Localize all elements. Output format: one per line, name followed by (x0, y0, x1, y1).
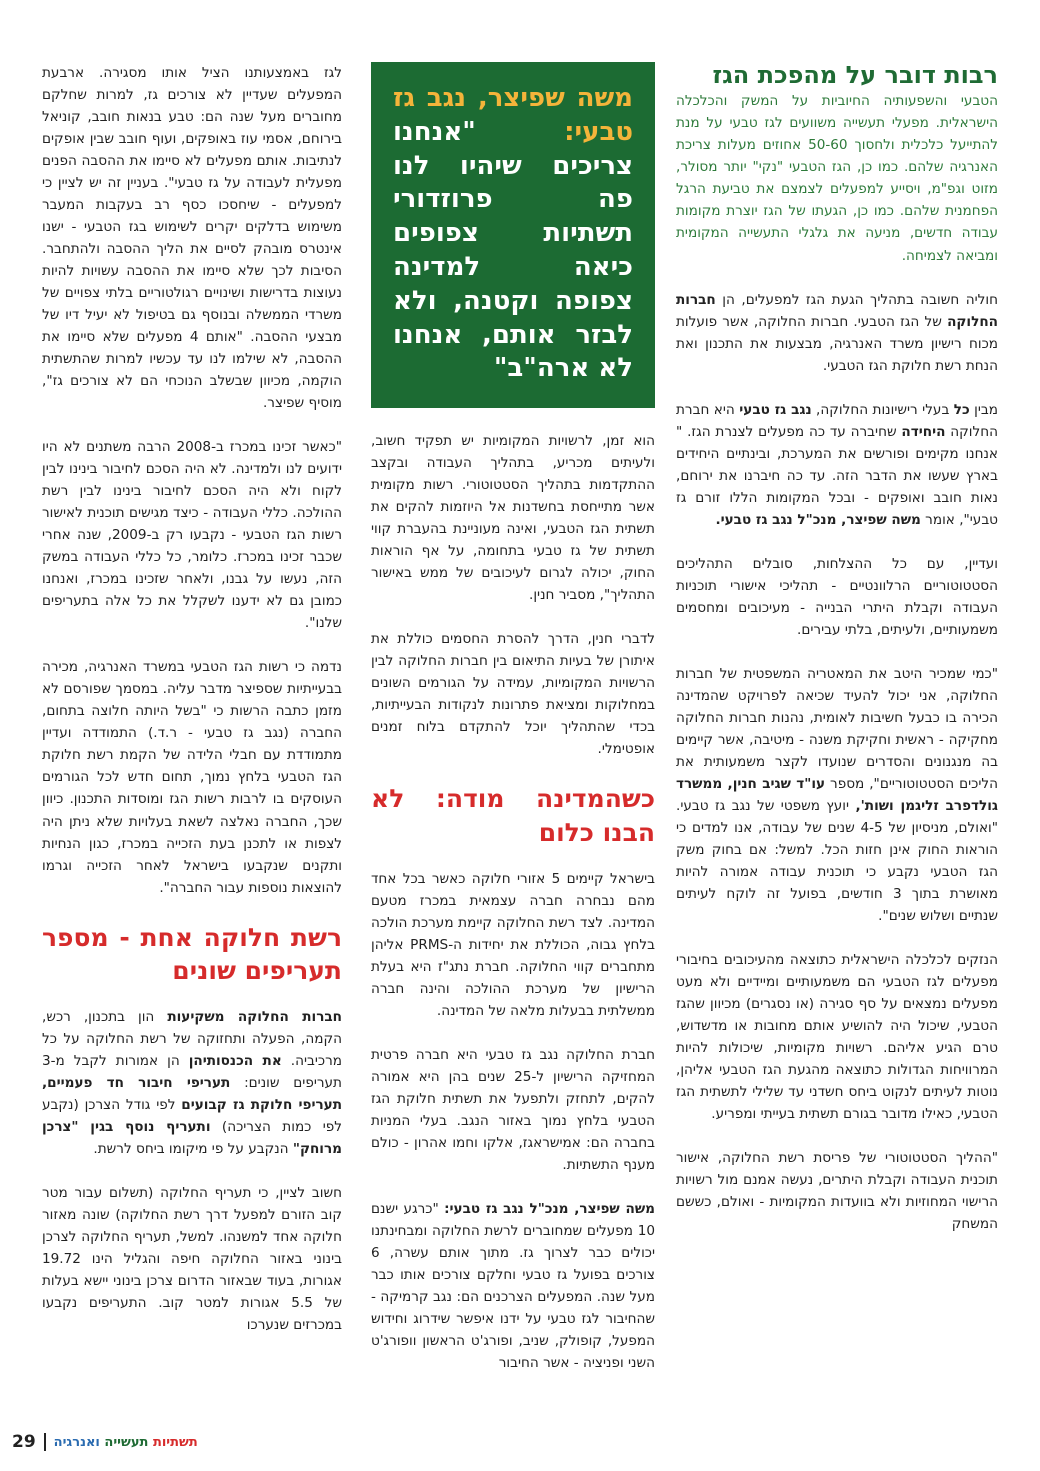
right-column (676, 62, 998, 1257)
left-column (42, 62, 342, 1358)
magazine-brand: תשתיות תעשייה ואנרגיה (53, 1434, 198, 1450)
paragraph: בישראל קיימים 5 אזורי חלוקה כאשר בכל אחד מהם נבחרה חברה עצמאית במכרז מטעם המדינה. לצד רשת החלוקה קיימת מערכת הולכה בלחץ גבוה, הכוללת את יחידות ה-PRMS אליהן מתחברים קווי החלוקה. חברת נתג"ז היא בעלת הרישיון של מערכת ההולכה והינה חברה ממשלתית בבעלות מלאה של המדינה. (371, 870, 655, 1019)
paragraph: לגז באמצעותנו הציל אותו מסגירה. ארבעת המפעלים שעדיין לא צורכים גז, למרות שחלקם מחוברים מעל שנה הם: טבע בנאות חובב, קוניאל בירוחם, אסמי עוז באופקים, ועוף חובב שבין אופקים לנתיבות. אותם מפעלים לא סיימו את ההסבה הפנים מפעלית לעבודה על גז טבעי". בעניין זה יש לציין כי למפעלים - שיחסכו כסף רב בעקבות המעבר משימוש בדלקים יקרים לשימוש בגז הטבעי - ישנו אינטרס מובהק לסיים את הליך ההסבה ולהתחבר. הסיבות לכך שלא סיימו את ההסבה עשויות להיות נעוצות בדרישות ושינויים רגולטוריים בלתי צפויים של משרדי הממשלה ובנוסף גם בטיפול לא יעיל דיו של מבצעי ההסבה. "אותם 4 מפעלים שלא סיימו את ההסבה, לא שילמו לנו עד עכשיו למרות שהתשתית הוקמה, מכיוון שבשלב הנוכחי הם לא צורכים גז", מוסיף שפיצר. (42, 65, 343, 412)
paragraph: מבין כל בעלי רישיונות החלוקה, נגב גז טבעי היא חברת החלוקה היחידה שחיברה עד כה מפעלים לצנרת הגז. " אנחנו מקימים ופורשים את המערכת, ובינתיים היחידים בארץ שעשו את הדבר הזה. עד כה חיברנו את ירוחם, נאות חובב ואופקים - ובכל המקומות הללו זורם גז טבעי", אומר משה שפיצר, מנכ"ל נגב גז טבעי. (676, 401, 998, 528)
pull-quote-speaker: משה שפיצר, נגב גז טבעי: (393, 83, 633, 147)
section-heading-distribution-tariffs: רשת חלוקה אחת - מספר תעריפים שונים (42, 922, 342, 986)
pull-quote-box (371, 62, 655, 408)
paragraph: ועדיין, עם כל ההצלחות, סובלים התהליכים הסטטוטוריים הרלוונטיים - תהליכי אישורי תוכניות העבודה וקבלת היתרי הבנייה - מעיכובים ומחסמים משמעותיים, ולעיתים, בלתי עבירים. (676, 555, 998, 638)
intro-paragraph: הטבעי והשפעותיה החיוביות על המשק והכלכלה הישראלית. מפעלי תעשייה משוועים לגז טבעי על מנת להתייעל כלכלית ולחסוך 50-60 אחוזים מעלות צריכת האנרגיה שלהם. כמו כן, הגז הטבעי "נקי" יותר מסולר, מזוט וגפ"מ, ויסייע למפעלים לצמצם את טביעת הרגל הפחמנית שלהם. כמו כן, הגעתו של הגז יוצרת מקומות עבודה חדשים, מניעה את גלגלי התעשייה המקומית ומביאה לצמיחה. (676, 93, 998, 264)
paragraph: "כמי שמכיר היטב את המאטריה המשפטית של חברות החלוקה, אני יכול להעיד שכיאה לפרויקט שהמדינה הכירה בו כבעל חשיבות לאומית, נהנות חברות החלוקה מחקיקה - ראשית וחקיקת משנה - מיטיבה, אשר קיימים בה מנגנונים והסדרים שנועדו לקצר משמעותית את הליכים הסטטוטוריים", מספר עו"ד שגיב חנין, ממשרד גולדפרב זליגמן ושות', יועץ משפטי של נגב גז טבעי. "ואולם, מניסיון של 4-5 שנים של עבודה, אנו למדים כי הוראות החוק אינן חזות הכל. למשל: אם בחוק משק הגז הטבעי נקבע כי תוכנית עבודה אמורה להיות מאושרת בתוך 3 חודשים, בפועל זה לוקח לעיתים שנתיים ושלוש שנים". (676, 665, 999, 924)
middle-column (371, 62, 655, 1396)
paragraph: חוליה חשובה בתהליך הגעת הגז למפעלים, הן חברות החלוקה של הגז הטבעי. חברות החלוקה, אשר פועלות מכוח רישיון משרד האנרגיה, מבצעות את התכנון ואת הנחת רשת חלוקת הגז הטבעי. (676, 291, 998, 374)
paragraph: הוא זמן, לרשויות המקומיות יש תפקיד חשוב, ולעיתים מכריע, בתהליך העבודה ובקצב ההתקדמות בתהליך הסטטוטורי. רשות מקומית אשר מתייחסת בחשדנות אל היוזמות להקים את תשתית הגז הטבעי, ואינה מעוניינת בהעברת קווי תשתית של גז טבעי בתחומה, על אף הוראות החוק, יכולה לגרום לעיכובים של ממש באישור התהליך", מסביר חנין. (371, 433, 655, 604)
footer-divider (44, 1433, 46, 1451)
paragraph: חברות החלוקה משקיעות הון בתכנון, רכש, הקמה, הפעלה ותחזוקה של רשת החלוקה על כל מרכיביה. את הכנסותיהן הן אמורות לקבל מ-3 תעריפים שונים: תעריפי חיבור חד פעמיים, תעריפי חלוקת גז קבועים לפי גודל הצרכן (נקבע לפי כמות הצריכה) ותעריף נוסף בגין "צרכן מרוחק" הנקבע על פי מיקומו ביחס לרשת. (42, 1009, 343, 1158)
paragraph: "כאשר זכינו במכרז ב-2008 הרבה משתנים לא היו ידועים לנו ולמדינה. לא היה הסכם לחיבור בינינו לבין לקוח ולא היה הסכם לחיבור בינינו לבין רשת ההולכה. כללי העבודה - כיצד מגישים תוכנית לאישור רשות הגז הטבעי - נקבעו רק ב-2009, שנה אחרי שכבר זכינו במכרז. כלומר, כל כללי העבודה במשק הזה, נעשו על גבנו, ולאחר שזכינו במכרז, ואנחנו כמובן גם לא ידענו לשקלל את כל אלה בתעריפים שלנו". (42, 439, 342, 632)
pull-quote-text: "אנחנו צריכים שיהיו לנו פה פרוזדורי תשתיות צפופים כיאה למדינה צפופה וקטנה, ולא לבזר אותם, אנחנו לא ארה"ב" (393, 116, 633, 384)
paragraph: חברת החלוקה נגב גז טבעי היא חברה פרטית המחזיקה הרישיון ל-25 שנים בהן היא אמורה להקים, לתחזק ולתפעל את תשתית חלוקת הגז הטבעי בלחץ נמוך באזור הנגב. בעלי המניות בחברה הם: אמישראגז, אלקו וחמו אהרון - כולם מענף התשתיות. (371, 1047, 655, 1174)
paragraph: הנזקים לכלכלה הישראלית כתוצאה מהעיכובים בחיבורי מפעלים לגז הטבעי הם משמעותיים ומיידיים ולא מעט מפעלים נמצאים על סף סגירה (או נסגרים) מכיוון שהגז הטבעי, שיכול היה להושיע אותם מחובות או מדשדוש, טרם הגיע אליהם. רשויות מקומיות, שיכולות להיות המרוויחות הגדולות כתוצאה מהגעת הגז הטבעי אליהן, נוטות לעיתים לנקוט ביחס חשדני עד שלילי לתשתית הגז הטבעי, כאילו מדובר בגורם תשתית בעייתי ומפריע. (676, 951, 998, 1123)
paragraph: נדמה כי רשות הגז הטבעי במשרד האנרגיה, מכירה בבעייתיות שספיצר מדבר עליה. במסמך שפורסם לא מזמן כתבה הרשות כי "בשל היותה חלוצה בתחום, החברה (נגב גז טבעי - ר.ד.) התמודדה ועדיין מתמודדת עם חבלי הלידה של הקמת רשת חלוקת הגז הטבעי בלחץ נמוך, תחום חדש לכל הגורמים העוסקים בו לרבות רשות הגז ומוסדות התכנון. כיוון שכך, החברה נאלצה לשאת בעלויות שלא ניתן היה לצפות או לתכנן בעת הזכייה במכרז, כגון הנחיות ותקנים שנקבעו בישראל לאחר הזכייה וגרמו להוצאות נוספות עבור החברה". (42, 659, 342, 896)
paragraph: משה שפיצר, מנכ"ל נגב גז טבעי: "כרגע ישנם 10 מפעלים שמחוברים לרשת החלוקה ומבחינתנו יכולים כבר לצרוך גז. מתוך אותם עשרה, 6 צורכים בפועל גז טבעי וחלקם צורכים אותו כבר מעל שנה. המפעלים הצרכנים הם: נגב קרמיקה - שהחיבור לגז טבעי על ידנו איפשר שידרוג וחידוש המפעל, קופולק, שניב, ופורג'ט הראשון וופורג'ט השני ופניציה - אשר החיבור (371, 1201, 655, 1372)
paragraph: לדברי חנין, הדרך להסרת החסמים כוללת את איתורן של בעיות התיאום בין חברות החלוקה לבין הרשויות המקומיות, עמידה על הגורמים השונים במחלוקות ומציאת פתרונות לנקודות הבעייתיות, בכדי שהתהליך יוכל להתקדם בלוח זמנים אופטימלי. (371, 631, 655, 758)
section-heading-gas-revolution: רבות דובר על מהפכת הגז (712, 61, 998, 89)
paragraph: חשוב לציין, כי תעריף החלוקה (תשלום עבור מטר קוב הזורם למפעל דרך רשת החלוקה) שונה מאזור חלוקה אחד למשנהו. למשל, תעריף החלוקה לצרכן בינוני באזור החלוקה חיפה והגליל הינו 19.72 אגורות, בעוד שבאזור הדרום צרכן בינוני יישא בעלות של 5.5 אגורות למטר קוב. התעריפים נקבעו במכרזים שנערכו (42, 1185, 342, 1334)
paragraph: "ההליך הסטטוטורי של פריסת רשת החלוקה, אישור תוכנית העבודה וקבלת היתרים, נעשה אמנם מול רשויות הרישוי המחוזיות ולא בוועדות המקומיות - ואולם, כששם המשחק (676, 1150, 998, 1233)
page-number: 29 (12, 1432, 36, 1452)
page-footer (12, 1432, 198, 1452)
section-heading-state-admits: כשהמדינה מודה: לא הבנו כלום (371, 784, 655, 848)
